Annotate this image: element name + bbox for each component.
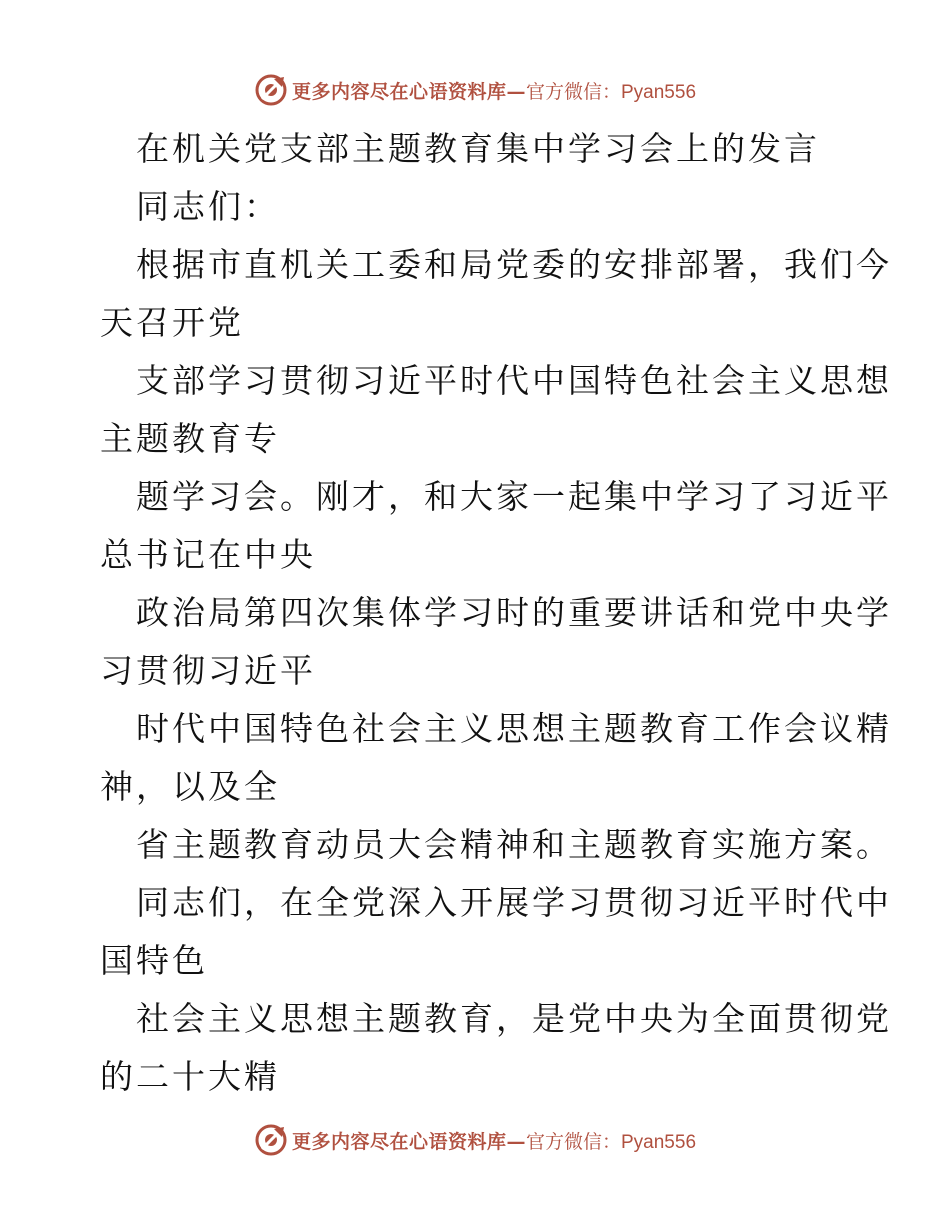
- text-line: 根据市直机关工委和局党委的安排部署，我们今: [136, 245, 892, 284]
- text-line: 神，以及全: [100, 767, 280, 806]
- text-line: 主题教育专: [100, 419, 280, 458]
- text-line: 同志们，在全党深入开展学习贯彻习近平时代中: [136, 883, 892, 922]
- text-line: 题学习会。刚才，和大家一起集中学习了习近平: [136, 477, 892, 516]
- document-title: 在机关党支部主题教育集中学习会上的发言: [136, 129, 820, 168]
- text-line: 习贯彻习近平: [100, 651, 316, 690]
- text-line: 国特色: [100, 941, 208, 980]
- banner-wechat: 官方微信：Pyan556: [526, 1131, 697, 1153]
- banner-text: 更多内容尽在心语资料库—: [291, 80, 526, 103]
- header-banner: [0, 70, 950, 110]
- text-line: 的二十大精: [100, 1057, 280, 1096]
- footer-banner: [0, 1120, 950, 1160]
- document-body: [100, 120, 892, 1106]
- text-line: 政治局第四次集体学习时的重要讲话和党中央学: [136, 593, 892, 632]
- logo-icon: [254, 1123, 288, 1157]
- logo-icon: [254, 73, 288, 107]
- text-line: 支部学习贯彻习近平时代中国特色社会主义思想: [136, 361, 892, 400]
- text-line: 省主题教育动员大会精神和主题教育实施方案。: [136, 825, 892, 864]
- banner-wechat: 官方微信：Pyan556: [526, 81, 697, 103]
- banner-text: 更多内容尽在心语资料库—: [291, 1130, 526, 1153]
- text-line: 时代中国特色社会主义思想主题教育工作会议精: [136, 709, 892, 748]
- salutation: 同志们：: [136, 187, 280, 226]
- text-line: 总书记在中央: [100, 535, 316, 574]
- text-line: 社会主义思想主题教育，是党中央为全面贯彻党: [136, 999, 892, 1038]
- text-line: 天召开党: [100, 303, 244, 342]
